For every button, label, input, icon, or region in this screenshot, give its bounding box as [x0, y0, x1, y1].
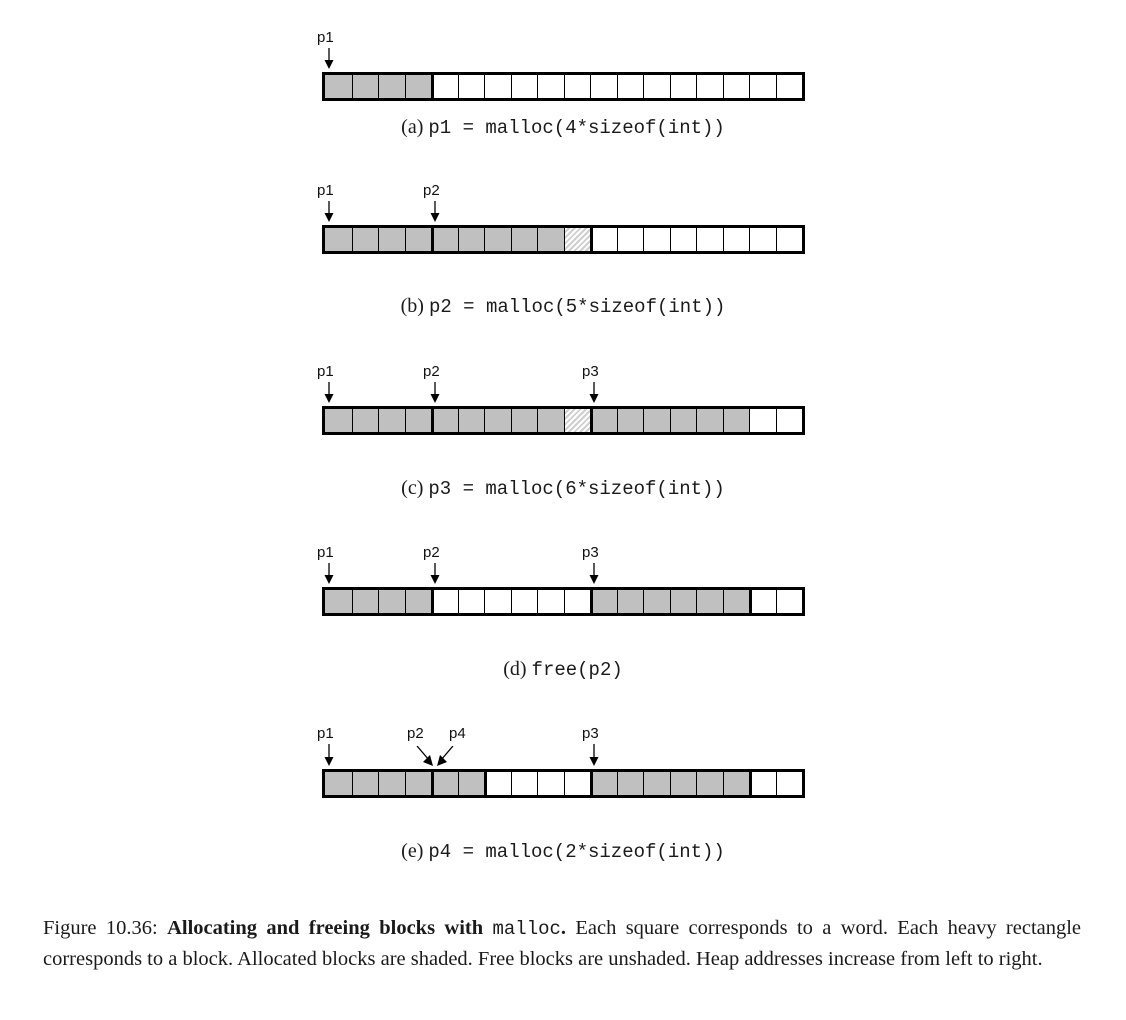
free-word	[696, 75, 723, 98]
allocated-word	[511, 228, 538, 251]
allocated-word	[537, 228, 564, 251]
allocated-word	[405, 228, 432, 251]
allocated-word	[670, 772, 697, 795]
allocated-word	[723, 772, 750, 795]
panel-code: free(p2)	[531, 659, 623, 681]
pointer-label-p1: p1	[317, 544, 334, 561]
free-word	[431, 75, 458, 98]
free-word	[723, 75, 750, 98]
allocated-word	[378, 590, 405, 613]
allocated-word	[431, 228, 458, 251]
free-word	[723, 228, 750, 251]
allocated-word	[325, 228, 352, 251]
panel-caption	[0, 476, 1126, 501]
pointer-label-p2: p2	[407, 725, 424, 742]
allocated-word	[352, 75, 379, 98]
panel-caption	[0, 294, 1126, 319]
panel-code: p1 = malloc(4*sizeof(int))	[428, 117, 725, 139]
free-word	[670, 75, 697, 98]
figure-number: Figure 10.36:	[43, 917, 158, 939]
allocated-word	[325, 409, 352, 432]
pointer-arrow-icon	[586, 382, 602, 403]
pointer-label-p1: p1	[317, 29, 334, 46]
panel-tag: (a)	[401, 116, 424, 138]
pointer-label-p1: p1	[317, 725, 334, 742]
free-word	[776, 228, 803, 251]
allocated-word	[696, 772, 723, 795]
free-word	[511, 772, 538, 795]
pointer-label-p3: p3	[582, 363, 599, 380]
free-word	[484, 772, 511, 795]
panel-tag: (c)	[401, 477, 424, 499]
allocated-word	[723, 409, 750, 432]
allocated-word	[617, 409, 644, 432]
free-word	[670, 228, 697, 251]
allocated-word	[484, 409, 511, 432]
allocated-word	[325, 590, 352, 613]
pointer-arrow-icon	[321, 563, 337, 584]
allocated-word	[643, 590, 670, 613]
allocated-word	[511, 409, 538, 432]
free-word	[590, 75, 617, 98]
allocated-word	[405, 409, 432, 432]
pointer-arrow-icon	[321, 382, 337, 403]
allocated-word	[723, 590, 750, 613]
free-word	[484, 75, 511, 98]
free-word	[537, 772, 564, 795]
heap-bar	[322, 587, 805, 616]
free-word	[458, 75, 485, 98]
free-word	[776, 772, 803, 795]
pointer-label-p2: p2	[423, 544, 440, 561]
allocated-word	[325, 75, 352, 98]
free-word	[537, 590, 564, 613]
pointer-arrow-icon	[427, 382, 443, 403]
free-word	[776, 75, 803, 98]
figure-title: Allocating and freeing blocks with	[167, 917, 484, 939]
allocated-word	[325, 772, 352, 795]
allocated-word	[537, 409, 564, 432]
pointer-arrow-icon	[415, 746, 435, 766]
free-word	[617, 75, 644, 98]
pointer-arrow-icon	[321, 201, 337, 222]
free-word	[511, 590, 538, 613]
panel-tag: (b)	[400, 295, 424, 317]
figure-title-code: malloc	[492, 918, 561, 940]
free-word	[511, 75, 538, 98]
allocated-word	[405, 590, 432, 613]
panel-code: p2 = malloc(5*sizeof(int))	[428, 296, 726, 318]
allocated-word	[352, 772, 379, 795]
panel-code: p4 = malloc(2*sizeof(int))	[428, 841, 725, 863]
padding-word	[564, 228, 591, 251]
pointer-arrow-icon	[427, 201, 443, 222]
allocated-word	[405, 75, 432, 98]
allocated-word	[378, 772, 405, 795]
allocated-word	[352, 409, 379, 432]
panel-caption	[0, 839, 1126, 864]
allocated-word	[431, 409, 458, 432]
free-word	[484, 590, 511, 613]
free-word	[458, 590, 485, 613]
figure-description: Each square corresponds to a word. Each heavy rectangle corresponds to a block. Allocated blocks are shaded. Free blocks are unshaded. Heap addresses increase from left to right.	[43, 917, 1082, 970]
free-word	[776, 590, 803, 613]
pointer-label-p4: p4	[449, 725, 466, 742]
pointer-arrow-icon	[321, 744, 337, 766]
allocated-word	[352, 590, 379, 613]
free-word	[749, 75, 776, 98]
panel-tag: (e)	[401, 840, 424, 862]
allocated-word	[458, 228, 485, 251]
allocated-word	[643, 409, 670, 432]
free-word	[617, 228, 644, 251]
pointer-arrow-icon	[586, 563, 602, 584]
pointer-label-p1: p1	[317, 363, 334, 380]
free-word	[564, 590, 591, 613]
heap-bar	[322, 406, 805, 435]
free-word	[564, 772, 591, 795]
pointer-arrow-icon	[586, 744, 602, 766]
allocated-word	[696, 590, 723, 613]
pointer-label-p2: p2	[423, 363, 440, 380]
free-word	[643, 75, 670, 98]
allocated-word	[696, 409, 723, 432]
heap-bar	[322, 225, 805, 254]
allocated-word	[378, 75, 405, 98]
free-word	[749, 409, 776, 432]
pointer-arrow-icon	[435, 746, 455, 766]
heap-bar	[322, 72, 805, 101]
panel-tag: (d)	[503, 658, 527, 680]
allocated-word	[431, 772, 458, 795]
allocated-word	[670, 409, 697, 432]
allocated-word	[458, 772, 485, 795]
allocated-word	[617, 772, 644, 795]
heap-bar	[322, 769, 805, 798]
allocated-word	[484, 228, 511, 251]
pointer-label-p3: p3	[582, 544, 599, 561]
allocated-word	[405, 772, 432, 795]
allocated-word	[617, 590, 644, 613]
free-word	[749, 772, 776, 795]
figure-caption	[43, 913, 1081, 974]
panel-caption	[0, 115, 1126, 140]
free-word	[431, 590, 458, 613]
allocated-word	[378, 228, 405, 251]
allocated-word	[590, 409, 617, 432]
pointer-arrow-icon	[321, 48, 337, 69]
panel-code: p3 = malloc(6*sizeof(int))	[428, 478, 725, 500]
allocated-word	[590, 772, 617, 795]
free-word	[564, 75, 591, 98]
free-word	[776, 409, 803, 432]
figure-title-end: .	[560, 917, 567, 939]
pointer-label-p3: p3	[582, 725, 599, 742]
free-word	[590, 228, 617, 251]
allocated-word	[352, 228, 379, 251]
allocated-word	[643, 772, 670, 795]
free-word	[749, 228, 776, 251]
free-word	[696, 228, 723, 251]
padding-word	[564, 409, 591, 432]
pointer-label-p2: p2	[423, 182, 440, 199]
allocated-word	[378, 409, 405, 432]
pointer-arrow-icon	[427, 563, 443, 584]
free-word	[537, 75, 564, 98]
free-word	[643, 228, 670, 251]
allocated-word	[670, 590, 697, 613]
allocated-word	[590, 590, 617, 613]
panel-caption	[0, 657, 1126, 682]
pointer-label-p1: p1	[317, 182, 334, 199]
allocated-word	[458, 409, 485, 432]
free-word	[749, 590, 776, 613]
